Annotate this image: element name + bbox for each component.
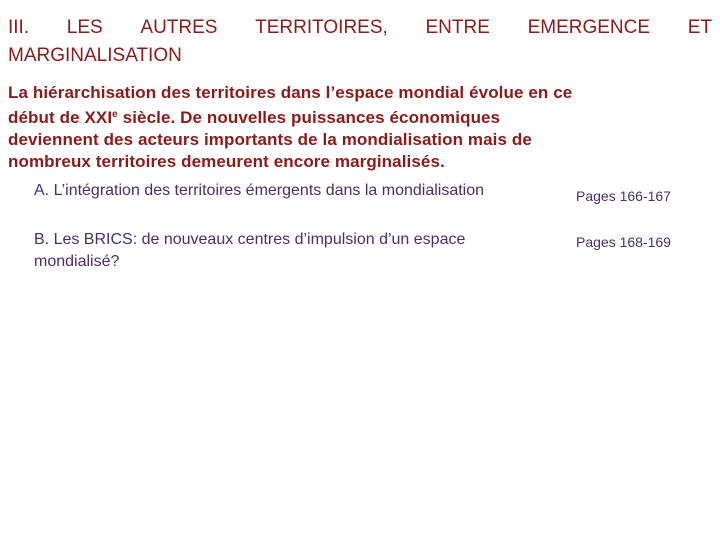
page-title bbox=[8, 14, 712, 70]
title-line-2: MARGINALISATION bbox=[8, 45, 182, 66]
intro-paragraph bbox=[8, 82, 583, 173]
section-a-pages: Pages 166-167 bbox=[576, 188, 671, 204]
intro-text-end: siècle. De nouvelles puissances économiques deviennent des acteurs importants de la mondialisation mais de nombreux territoires demeurent encore marginalisés. bbox=[8, 108, 532, 171]
section-b-pages: Pages 168-169 bbox=[576, 234, 671, 250]
title-word: ENTRE bbox=[425, 17, 490, 38]
title-word: LES bbox=[66, 17, 103, 38]
section-b-title: B. Les BRICS: de nouveaux centres d’impulsion d’un espace mondialisé? bbox=[34, 231, 466, 270]
title-word: III. bbox=[8, 17, 30, 38]
title-word: ET bbox=[687, 17, 712, 38]
section-a-title: A. L’intégration des territoires émergents dans la mondialisation bbox=[34, 182, 485, 199]
intro-superscript: e bbox=[112, 109, 118, 120]
intro-text-start: La hiérarchisation des territoires dans l’espace mondial évolue en ce début de XXI bbox=[8, 83, 573, 127]
title-word: TERRITOIRES, bbox=[255, 17, 388, 38]
title-word: AUTRES bbox=[140, 17, 218, 38]
title-word: EMERGENCE bbox=[527, 17, 651, 38]
title-line-1 bbox=[8, 14, 712, 42]
